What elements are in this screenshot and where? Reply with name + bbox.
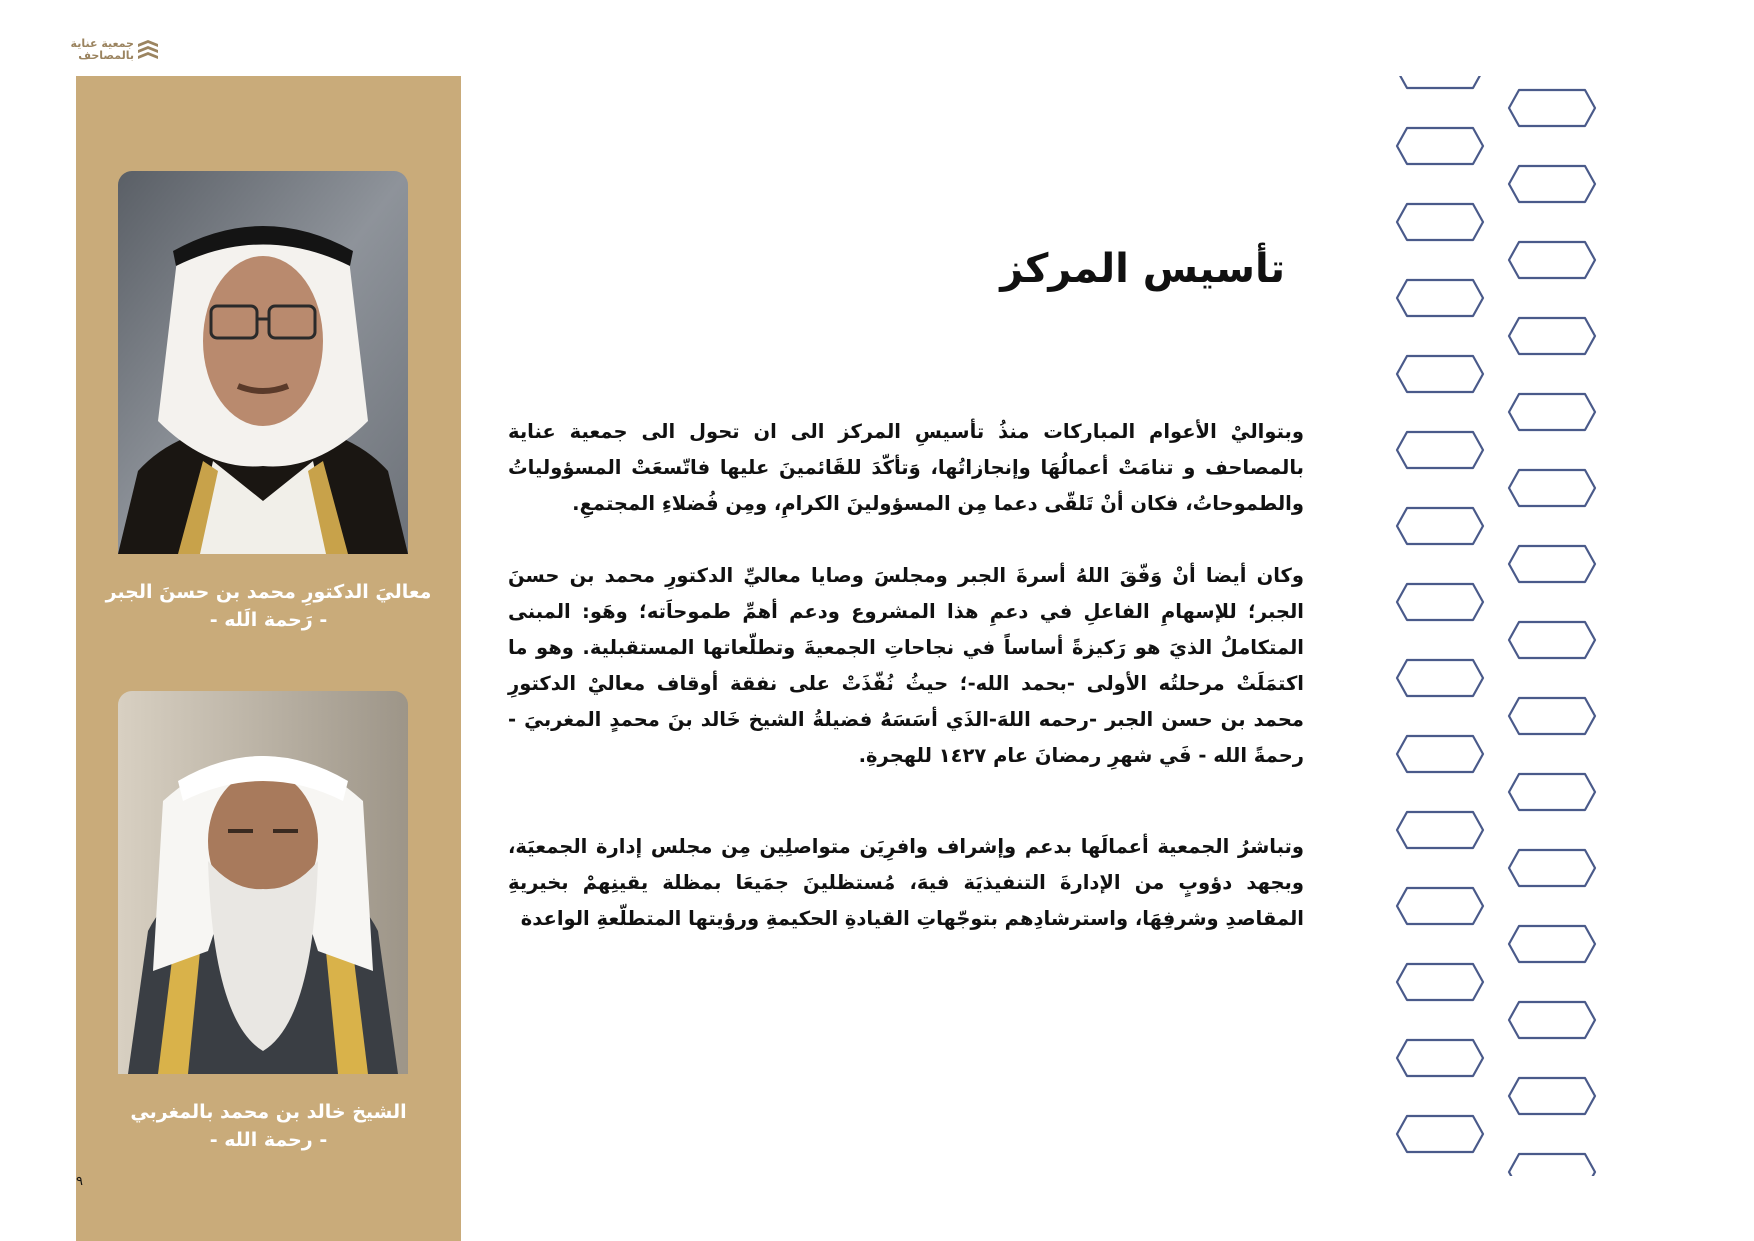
logo-text <box>71 38 134 62</box>
pattern-cell <box>1397 736 1483 772</box>
pattern-cell <box>1397 888 1483 924</box>
pattern-cell <box>1509 850 1595 886</box>
pattern-cell <box>1397 204 1483 240</box>
logo-line-1: جمعية عناية <box>70 37 134 50</box>
pattern-cell <box>1509 774 1595 810</box>
pattern-cell <box>1509 926 1595 962</box>
paragraph-1: وبتواليْ الأعوام المباركات منذُ تأسيسِ المركز الى ان تحول الى جمعية عناية بالمصاحف و تنامَتْ أعمالُهَا وإنجازاتُها، وَتأكّدَ للقَائمينَ عليها فاتّسعَتْ المسؤولياتُ والطموحاتُ، فكان أنْ تَلقّى دعما مِن المسؤولينَ الكرامِ، ومِن فُضلاءِ المجتمعِ. <box>508 420 1304 515</box>
pattern-cell <box>1397 1116 1483 1152</box>
pattern-cell <box>1509 698 1595 734</box>
person-1-note: - رَحمة الَله - <box>209 609 328 631</box>
pattern-cell <box>1397 660 1483 696</box>
arabesque-pattern-icon <box>1380 76 1610 1176</box>
pattern-cell <box>1397 584 1483 620</box>
pattern-cell <box>1397 128 1483 164</box>
pattern-cell <box>1509 1002 1595 1038</box>
pattern-cell <box>1397 964 1483 1000</box>
logo-line-2: بالمصاحف <box>78 49 134 62</box>
pattern-cell <box>1509 166 1595 202</box>
person-2-note: - رحمة الله - <box>209 1129 328 1151</box>
logo-mark-icon <box>136 38 160 62</box>
pattern-cell <box>1397 508 1483 544</box>
pattern-cell <box>1509 1078 1595 1114</box>
portrait-icon <box>118 171 408 554</box>
person-1-name: معاليَ الدكتورِ محمد بن حسنَ الجبر <box>105 581 432 603</box>
pattern-cell <box>1509 242 1595 278</box>
pattern-cell <box>1397 76 1483 88</box>
pattern-cell <box>1509 622 1595 658</box>
portrait-icon <box>118 691 408 1074</box>
pattern-cell <box>1509 546 1595 582</box>
pattern-cell <box>1509 318 1595 354</box>
caption-person-2 <box>96 1098 441 1154</box>
logo <box>70 37 160 64</box>
portrait-photo-1 <box>118 171 408 554</box>
pattern-cell <box>1397 356 1483 392</box>
person-2-name: الشيخ خالد بن محمد بالمغربي <box>130 1101 407 1123</box>
portrait-photo-2 <box>118 691 408 1074</box>
caption-person-1 <box>96 578 441 634</box>
pattern-cell <box>1397 1040 1483 1076</box>
paragraph-3: وتباشرُ الجمعية أعمالَها بدعم وإشراف وافرِيَن متواصلِين مِن مجلس إدارة الجمعيَة، وبجهد دؤوبٍ من الإدارةَ التنفيذيَة فيهَ، مُستظلينَ جمَيعَا بمظلة يقينِهمْ بخيريةِ المقاصدِ وشرفِهَا، واسترشادِهم بتوجّهاتِ القيادةِ الحكيمةِ ورؤيتها المتطلّعةِ الواعدة <box>508 835 1304 930</box>
pattern-cell <box>1509 90 1595 126</box>
sidebar-panel <box>76 76 461 1241</box>
pattern-cell <box>1397 432 1483 468</box>
page-title: تأسيس المركز <box>1000 246 1285 292</box>
pattern-cell <box>1509 1154 1595 1176</box>
pattern-cell <box>1509 394 1595 430</box>
pattern-cell <box>1509 470 1595 506</box>
pattern-cell <box>1397 280 1483 316</box>
pattern-cell <box>1397 812 1483 848</box>
page-number: ٩ <box>76 1174 83 1189</box>
paragraph-2: وكان أيضا أنْ وَفّقَ اللهُ أسرةَ الجبر ومجلسَ وصايا معاليِّ الدكتورِ محمد بن حسنَ الجبر؛ للإسهامِ الفاعلِ في دعمِ هذا المشروع ودعم أهمِّ طموحاَته؛ وهَو: المبنى المتكاملُ الذيَ هو رَكيزةً أساساً في نجاحاتِ الجمعيةَ وتطلّعاتها المستقبلية. وهو ما اكتمَلَتْ مرحلتُه الأولى -بحمد الله-؛ حيثُ نُفّذَتْ على نفقة أوقاف معاليْ الدكتورِ محمد بن حسن الجبر -رحمه اللهَ-الذَي أسَسَهُ فضيلةُ الشيخ خَالد بنَ محمدٍ المغربيَ - رحمةً الله - فَي شهرِ رمضانَ عام ١٤٢٧ للهجرةِ. <box>508 564 1304 767</box>
